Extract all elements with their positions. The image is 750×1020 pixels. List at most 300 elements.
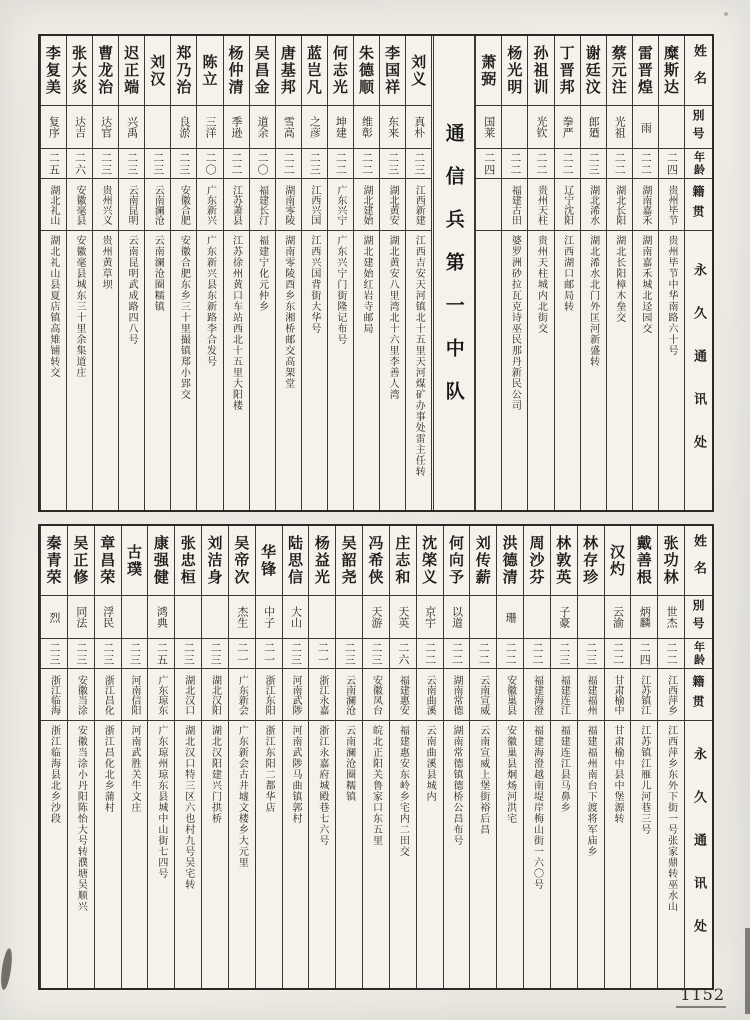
person-alias: 光祖 xyxy=(607,106,632,149)
person-alias xyxy=(145,106,170,149)
person-alias: 达吉 xyxy=(67,106,92,149)
person-age: 二二 xyxy=(276,149,301,179)
person-age: 二一 xyxy=(309,639,335,669)
person-column xyxy=(94,526,121,988)
person-address: 安徽毫县城东三十里余集道庄 xyxy=(73,235,85,378)
scan-artifact xyxy=(745,928,750,1014)
person-column xyxy=(92,36,118,510)
person-age: 二四 xyxy=(631,639,657,669)
person-address: 广东新兴县东新路李合发号 xyxy=(204,235,216,367)
person-age: 二四 xyxy=(476,149,501,179)
person-column xyxy=(67,526,94,988)
person-address: 广东新会古井墟文楼乡大元里 xyxy=(236,725,248,868)
person-column xyxy=(223,36,249,510)
person-origin: 福建惠安 xyxy=(390,669,416,721)
person-age: 二一 xyxy=(229,639,255,669)
person-address: 甘肃榆中县中堡源转 xyxy=(611,725,623,824)
person-column xyxy=(144,36,170,510)
person-alias: 雨 xyxy=(633,106,658,149)
person-origin: 福建海澄 xyxy=(524,669,550,721)
person-name: 秦青荣 xyxy=(41,526,67,596)
person-age: 二三 xyxy=(171,149,196,179)
person-age: 二二 xyxy=(470,639,496,669)
person-origin: 广东新兴 xyxy=(197,179,222,231)
person-name: 林敦英 xyxy=(551,526,577,596)
person-age: 二二 xyxy=(524,639,550,669)
person-origin: 安徽凤台 xyxy=(363,669,389,721)
person-column xyxy=(475,36,501,510)
person-origin: 湖北汉阳 xyxy=(202,669,228,721)
person-name: 刘洁身 xyxy=(202,526,228,596)
person-origin xyxy=(476,179,501,231)
person-origin: 湖北长阳 xyxy=(607,179,632,231)
person-origin: 江西兴国 xyxy=(302,179,327,231)
scan-artifact xyxy=(676,1006,726,1008)
person-address: 浙江东阳二都华店 xyxy=(263,725,275,813)
person-alias xyxy=(659,106,684,149)
person-alias xyxy=(122,596,148,639)
person-column xyxy=(40,526,67,988)
person-name: 糜斯达 xyxy=(659,36,684,106)
person-address xyxy=(476,231,501,510)
person-name: 刘义 xyxy=(406,36,431,106)
person-column xyxy=(416,526,443,988)
person-age: 二三 xyxy=(363,639,389,669)
person-alias: 三洋 xyxy=(197,106,222,149)
person-column xyxy=(201,526,228,988)
person-address: 湖南嘉禾城北迳园交 xyxy=(639,235,651,334)
person-address: 江西萍乡东外下街一号张家鼎转巫水山 xyxy=(665,725,677,912)
person-name: 唐基邦 xyxy=(276,36,301,106)
person-age: 二三 xyxy=(68,639,94,669)
person-alias: 复序 xyxy=(41,106,66,149)
person-name: 沈棨义 xyxy=(417,526,443,596)
person-address: 贵州毕节中华南路六十号 xyxy=(665,235,677,356)
person-column xyxy=(632,36,658,510)
person-name: 刘传薪 xyxy=(470,526,496,596)
person-column xyxy=(389,526,416,988)
person-column xyxy=(577,526,604,988)
person-address: 安徽巢县炯炀河洪宅 xyxy=(504,725,516,824)
person-name: 林存珍 xyxy=(578,526,604,596)
person-address: 湖北汉阳建兴门拱桥 xyxy=(209,725,221,824)
person-age: 二四 xyxy=(659,149,684,179)
person-age: 二三 xyxy=(145,149,170,179)
person-column xyxy=(66,36,92,510)
person-alias: 维彰 xyxy=(354,106,379,149)
person-alias: 国莱 xyxy=(476,106,501,149)
person-name: 古璞 xyxy=(122,526,148,596)
person-address: 贵州黄草坝 xyxy=(100,235,112,290)
scan-artifact xyxy=(0,948,14,991)
person-age: 二二 xyxy=(354,149,379,179)
person-age: 二三 xyxy=(581,149,606,179)
header-address-label: 永久通讯处 xyxy=(691,747,706,962)
person-age: 二二 xyxy=(417,639,443,669)
person-origin: 浙江东阳 xyxy=(256,669,282,721)
header-column xyxy=(684,36,712,510)
person-column xyxy=(469,526,496,988)
person-address: 婆罗洲砂拉瓦克诗巫民那丹新民公司 xyxy=(509,235,521,411)
person-name: 华锋 xyxy=(256,526,282,596)
person-alias xyxy=(175,596,201,639)
person-origin: 云南昆明 xyxy=(119,179,144,231)
person-alias: 东来 xyxy=(380,106,405,149)
person-age: 二二 xyxy=(555,149,580,179)
person-age: 二三 xyxy=(283,639,309,669)
person-alias: 烈 xyxy=(41,596,67,639)
person-age: 二六 xyxy=(390,639,416,669)
person-column xyxy=(196,36,222,510)
person-origin: 浙江临海 xyxy=(41,669,67,721)
person-address: 福建宁化元仲乡 xyxy=(256,235,268,312)
person-age: 二三 xyxy=(93,149,118,179)
person-alias: 京宇 xyxy=(417,596,443,639)
person-column xyxy=(327,36,353,510)
person-age: 二三 xyxy=(551,639,577,669)
person-name: 李复美 xyxy=(41,36,66,106)
person-age: 二三 xyxy=(95,639,121,669)
person-name: 杨光明 xyxy=(502,36,527,106)
person-name: 庄志和 xyxy=(390,526,416,596)
person-alias: 良淤 xyxy=(171,106,196,149)
person-name: 朱德顺 xyxy=(354,36,379,106)
person-age: 二三 xyxy=(380,149,405,179)
header-age-label: 年龄 xyxy=(685,149,712,179)
person-address: 湖北浠水北门外匡河新盛转 xyxy=(587,235,599,367)
scan-artifact xyxy=(724,12,728,16)
person-column xyxy=(121,526,148,988)
person-name: 吴正修 xyxy=(68,526,94,596)
person-age: 二〇 xyxy=(250,149,275,179)
person-address: 福建惠安东岭乡宅内二田交 xyxy=(397,725,409,857)
person-column xyxy=(174,526,201,988)
person-age: 二二 xyxy=(528,149,553,179)
person-column xyxy=(249,36,275,510)
person-address: 福建连江县马鼻乡 xyxy=(558,725,570,813)
person-alias: 季逊 xyxy=(224,106,249,149)
person-name: 周沙芬 xyxy=(524,526,550,596)
person-column xyxy=(501,36,527,510)
person-name: 张忠桓 xyxy=(175,526,201,596)
person-age: 二二 xyxy=(444,639,470,669)
person-column xyxy=(554,36,580,510)
person-column xyxy=(40,36,66,510)
person-alias: 大山 xyxy=(283,596,309,639)
person-name: 洪德清 xyxy=(497,526,523,596)
person-alias: 珊 xyxy=(497,596,523,639)
person-column xyxy=(255,526,282,988)
person-origin: 贵州天柱 xyxy=(528,179,553,231)
person-age: 二二 xyxy=(497,639,523,669)
person-column xyxy=(550,526,577,988)
person-column xyxy=(379,36,405,510)
person-address: 安徽合肥东乡三十里撮镇郑小郢交 xyxy=(178,235,190,400)
person-age: 二三 xyxy=(122,639,148,669)
person-origin: 贵州兴义 xyxy=(93,179,118,231)
person-alias: 鸿典 xyxy=(148,596,174,639)
person-age: 二三 xyxy=(578,639,604,669)
person-age: 二二 xyxy=(502,149,527,179)
person-alias: 郎廼 xyxy=(581,106,606,149)
person-name: 谢廷汶 xyxy=(581,36,606,106)
person-alias: 炳麟 xyxy=(631,596,657,639)
person-origin: 云南宣威 xyxy=(470,669,496,721)
person-origin: 辽宁沈阳 xyxy=(555,179,580,231)
person-origin: 河南武陟 xyxy=(283,669,309,721)
person-origin: 广东兴宁 xyxy=(328,179,353,231)
person-address: 湖北建始红岩寺邮局 xyxy=(361,235,373,334)
person-name: 何向予 xyxy=(444,526,470,596)
person-address: 云南澜沧圈糯镇 xyxy=(152,235,164,312)
person-age: 二一 xyxy=(256,639,282,669)
person-age: 二三 xyxy=(336,639,362,669)
person-column xyxy=(353,36,379,510)
person-name: 陈立 xyxy=(197,36,222,106)
person-name: 章昌荣 xyxy=(95,526,121,596)
person-alias: 云渝 xyxy=(605,596,631,639)
person-alias: 光钦 xyxy=(528,106,553,149)
page-number: 1152 xyxy=(680,985,725,1004)
person-address: 江苏徐州黄口车站西北十五里大阳楼 xyxy=(230,235,242,411)
person-name: 丁晋邦 xyxy=(555,36,580,106)
person-origin: 贵州毕节 xyxy=(659,179,684,231)
person-origin: 江苏萧县 xyxy=(224,179,249,231)
person-origin: 安徽毫县 xyxy=(67,179,92,231)
person-origin: 广东新会 xyxy=(229,669,255,721)
person-address: 江西兴国背街大华号 xyxy=(308,235,320,334)
person-address: 安徽当涂小丹阳陈怡大号转濮塘吴顺兴 xyxy=(75,725,87,912)
roster-table-bottom xyxy=(38,524,714,990)
person-origin: 河南信阳 xyxy=(122,669,148,721)
person-column xyxy=(335,526,362,988)
header-name-label: 姓名 xyxy=(685,36,712,106)
person-column xyxy=(658,36,684,510)
person-name: 蔡元注 xyxy=(607,36,632,106)
person-origin: 安徽当涂 xyxy=(68,669,94,721)
person-address: 浙江永嘉府城殿巷七六号 xyxy=(316,725,328,846)
header-name-label: 姓名 xyxy=(685,526,712,596)
person-age: 二五 xyxy=(41,149,66,179)
person-age: 二三 xyxy=(202,639,228,669)
person-age: 二〇 xyxy=(197,149,222,179)
person-alias: 达官 xyxy=(93,106,118,149)
person-address: 广东兴宁门街隆记布号 xyxy=(334,235,346,345)
person-column xyxy=(275,36,301,510)
person-alias: 子豪 xyxy=(551,596,577,639)
person-address: 湖北礼山县夏店镇高雉铺转交 xyxy=(47,235,59,378)
person-alias: 道余 xyxy=(250,106,275,149)
person-age: 二三 xyxy=(406,149,431,179)
person-origin: 湖南嘉禾 xyxy=(633,179,658,231)
person-origin: 湖北礼山 xyxy=(41,179,66,231)
person-name: 曹龙治 xyxy=(93,36,118,106)
header-alias-label: 別号 xyxy=(685,596,712,639)
person-address: 浙江昌化北乡蒲村 xyxy=(102,725,114,813)
person-column xyxy=(580,36,606,510)
person-alias: 雪高 xyxy=(276,106,301,149)
person-name: 孙祖训 xyxy=(528,36,553,106)
person-alias: 真朴 xyxy=(406,106,431,149)
person-alias: 兴禹 xyxy=(119,106,144,149)
person-column xyxy=(118,36,144,510)
person-address: 云南昆明武成路四八号 xyxy=(126,235,138,345)
person-origin: 江西萍乡 xyxy=(658,669,684,721)
person-age: 二二 xyxy=(224,149,249,179)
person-name: 陆思信 xyxy=(283,526,309,596)
person-age: 二五 xyxy=(148,639,174,669)
person-origin: 江苏镇江 xyxy=(631,669,657,721)
person-alias xyxy=(202,596,228,639)
person-address: 贵州天柱城内北街交 xyxy=(535,235,547,334)
person-name: 迟正端 xyxy=(119,36,144,106)
person-address: 福建海澄越南堤岸梅山街一六〇号 xyxy=(531,725,543,890)
person-origin: 浙江永嘉 xyxy=(309,669,335,721)
person-name: 冯希侠 xyxy=(363,526,389,596)
person-name: 康强健 xyxy=(148,526,174,596)
person-address: 湖南零陵酉乡东湘桥邮交高架堂 xyxy=(282,235,294,389)
person-age: 二二 xyxy=(605,639,631,669)
person-column xyxy=(362,526,389,988)
person-alias: 拳严 xyxy=(555,106,580,149)
person-age: 二三 xyxy=(41,639,67,669)
person-address: 云南宣威上堡街裕后昌 xyxy=(477,725,489,835)
person-address: 江西吉安天河镇北十五里天河煤矿办事处雷主任转 xyxy=(413,235,425,477)
person-age: 二二 xyxy=(633,149,658,179)
person-origin: 福建连江 xyxy=(551,669,577,721)
person-alias: 中子 xyxy=(256,596,282,639)
person-alias xyxy=(470,596,496,639)
person-name: 杨益光 xyxy=(309,526,335,596)
person-alias: 世杰 xyxy=(658,596,684,639)
person-column xyxy=(606,36,632,510)
person-origin: 浙江昌化 xyxy=(95,669,121,721)
squad-section-label: 通信兵第一中队 xyxy=(442,122,465,424)
person-address: 浙江临海县北乡沙段 xyxy=(48,725,60,824)
person-origin: 云南澜沧 xyxy=(336,669,362,721)
person-name: 戴善根 xyxy=(631,526,657,596)
person-alias xyxy=(309,596,335,639)
person-address: 湖北汉口特三区六也村九号吴宅转 xyxy=(182,725,194,890)
header-alias-label: 別号 xyxy=(685,106,712,149)
person-alias xyxy=(502,106,527,149)
person-column xyxy=(228,526,255,988)
person-name: 刘汉 xyxy=(145,36,170,106)
person-alias: 坤建 xyxy=(328,106,353,149)
person-age: 二三 xyxy=(119,149,144,179)
person-age: 二三 xyxy=(302,149,327,179)
person-origin: 云南澜沧 xyxy=(145,179,170,231)
header-column xyxy=(684,526,712,988)
person-column xyxy=(630,526,657,988)
person-name: 张功林 xyxy=(658,526,684,596)
person-origin: 云南曲溪 xyxy=(417,669,443,721)
person-column xyxy=(527,36,553,510)
roster-table-top xyxy=(38,34,714,512)
person-age: 二二 xyxy=(607,149,632,179)
person-address: 湖南常德镇德桥公昌布号 xyxy=(450,725,462,846)
person-name: 雷晋煌 xyxy=(633,36,658,106)
person-column xyxy=(405,36,431,510)
person-address: 河南武陟马曲镇郭村 xyxy=(290,725,301,824)
person-column xyxy=(523,526,550,988)
person-address: 福建福州南台下渡将军庙乡 xyxy=(585,725,597,857)
person-origin: 福建古田 xyxy=(502,179,527,231)
person-alias xyxy=(578,596,604,639)
person-origin: 福建福州 xyxy=(578,669,604,721)
person-column xyxy=(301,36,327,510)
person-address: 江西湖口邮局转 xyxy=(561,235,573,312)
person-name: 张大炎 xyxy=(67,36,92,106)
person-name: 郑乃治 xyxy=(171,36,196,106)
person-name: 吴昌金 xyxy=(250,36,275,106)
person-name: 吴韶尧 xyxy=(336,526,362,596)
header-age-label: 年龄 xyxy=(685,639,712,669)
person-alias: 天游 xyxy=(363,596,389,639)
person-alias xyxy=(524,596,550,639)
person-name: 萧弼 xyxy=(476,36,501,106)
person-column xyxy=(657,526,684,988)
person-alias: 天英 xyxy=(390,596,416,639)
header-address-label: 永久通讯处 xyxy=(691,263,706,478)
person-alias: 杰生 xyxy=(229,596,255,639)
person-origin: 广东琼东 xyxy=(148,669,174,721)
person-column xyxy=(443,526,470,988)
person-origin: 湖南常德 xyxy=(444,669,470,721)
person-column xyxy=(604,526,631,988)
person-origin: 湖北汉口 xyxy=(175,669,201,721)
person-alias: 之彦 xyxy=(302,106,327,149)
person-age: 二六 xyxy=(67,149,92,179)
person-name: 杨仲清 xyxy=(224,36,249,106)
person-origin: 福建长汀 xyxy=(250,179,275,231)
person-column xyxy=(308,526,335,988)
person-alias xyxy=(336,596,362,639)
squad-section-divider xyxy=(431,36,475,510)
person-column xyxy=(170,36,196,510)
header-origin-label: 籍贯 xyxy=(685,669,712,721)
person-address: 皖北正阳关鲁家口东五里 xyxy=(370,725,382,846)
person-address: 湖北黄安八里湾北十六里李善人湾 xyxy=(387,235,399,400)
person-origin: 湖北建始 xyxy=(354,179,379,231)
person-column xyxy=(282,526,309,988)
person-origin: 湖北浠水 xyxy=(581,179,606,231)
person-name: 汉灼 xyxy=(605,526,631,596)
person-address: 湖北长阳樟木垒交 xyxy=(613,235,625,323)
person-name: 吴帝次 xyxy=(229,526,255,596)
person-address: 江苏镇江雁儿河巷三号 xyxy=(638,725,650,835)
person-origin: 安徽巢县 xyxy=(497,669,523,721)
person-alias: 以道 xyxy=(444,596,470,639)
person-origin: 湖北黄安 xyxy=(380,179,405,231)
header-origin-label: 籍贯 xyxy=(685,179,712,231)
person-age: 二三 xyxy=(175,639,201,669)
person-address: 河南武胜关牛文庄 xyxy=(129,725,141,813)
person-alias: 同法 xyxy=(68,596,94,639)
person-origin: 甘肃榆中 xyxy=(605,669,631,721)
person-column xyxy=(496,526,523,988)
person-address: 云南曲溪县城内 xyxy=(424,725,436,802)
person-alias: 浮民 xyxy=(95,596,121,639)
person-age: 二二 xyxy=(328,149,353,179)
person-address: 广东琼州琼东县城中山街七四号 xyxy=(155,725,167,879)
person-age: 二二 xyxy=(658,639,684,669)
person-name: 何志光 xyxy=(328,36,353,106)
person-origin: 安徽合肥 xyxy=(171,179,196,231)
person-name: 蓝岂凡 xyxy=(302,36,327,106)
person-address: 云南澜沧圈糯镇 xyxy=(343,725,355,802)
person-column xyxy=(147,526,174,988)
